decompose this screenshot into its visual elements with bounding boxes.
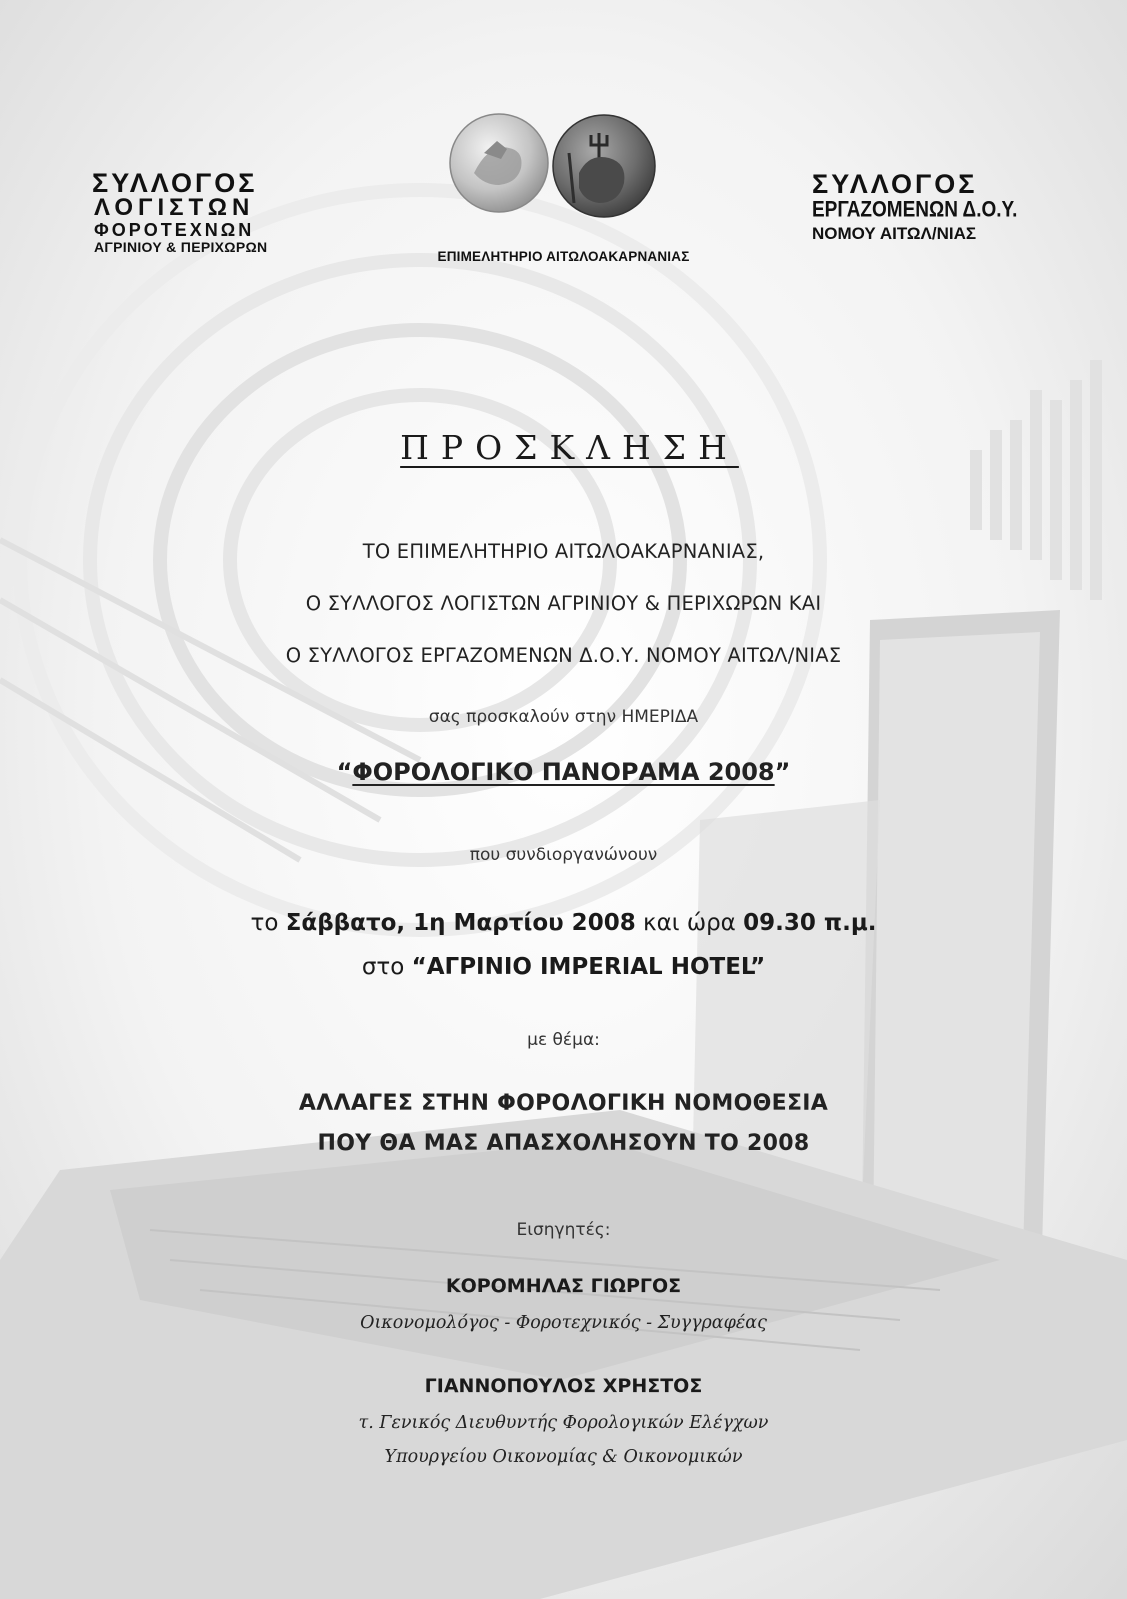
event-quote-open: “ (336, 758, 353, 786)
time-value: 09.30 π.μ. (743, 910, 877, 936)
topic-intro: με θέμα: (527, 1030, 600, 1050)
logo-right-line2: ΕΡΓΑΖΟΜΕΝΩΝ Δ.Ο.Υ. (812, 198, 1018, 223)
event-quote-close: ” (774, 758, 791, 786)
co-organize-line: που συνδιοργανώνουν (469, 845, 658, 865)
date-value: Σάββατο, 1η Μαρτίου 2008 (285, 910, 636, 936)
venue-value: “ΑΓΡΙΝΙΟ IMPERIAL HOTEL” (411, 954, 766, 980)
logo-accountants-association (92, 170, 302, 255)
coins-emblem-icon (449, 113, 669, 219)
organizer-line-3: Ο ΣΥΛΛΟΓΟΣ ΕΡΓΑΖΟΜΕΝΩΝ Δ.Ο.Υ. ΝΟΜΟΥ ΑΙΤΩΛ/ΝΙΑΣ (285, 644, 842, 667)
organizer-line-2: Ο ΣΥΛΛΟΓΟΣ ΛΟΓΙΣΤΩΝ ΑΓΡΙΝΙΟΥ & ΠΕΡΙΧΩΡΩΝ ΚΑΙ (305, 592, 822, 615)
logo-left-line2: ΛΟΓΙΣΤΩΝ (94, 194, 255, 221)
logo-right-line3: ΝΟΜΟΥ ΑΙΤΩΛ/ΝΙΑΣ (812, 224, 977, 243)
speaker-2-name: ΓΙΑΝΝΟΠΟΥΛΟΣ ΧΡΗΣΤΟΣ (424, 1375, 703, 1397)
invitation-title (0, 428, 1127, 467)
speaker-2-role-2: Υπουργείου Οικονομίας & Οικονομικών (384, 1447, 743, 1467)
chamber-caption: ΕΠΙΜΕΛΗΤΗΡΙΟ ΑΙΤΩΛΟΑΚΑΡΝΑΝΙΑΣ (437, 249, 690, 264)
logo-left-line1: ΣΥΛΛΟΓΟΣ (92, 168, 258, 198)
speaker-2-role-1: τ. Γενικός Διευθυντής Φορολογικών Ελέγχων (358, 1413, 769, 1433)
topic-line-1: ΑΛΛΑΓΕΣ ΣΤΗΝ ΦΟΡΟΛΟΓΙΚΗ ΝΟΜΟΘΕΣΙΑ (298, 1091, 829, 1116)
event-name-text: ΦΟΡΟΛΟΓΙΚΟ ΠΑΝΟΡΑΜΑ 2008 (352, 758, 775, 786)
date-prefix: το (250, 910, 279, 936)
logo-tax-employees-association (812, 170, 1032, 246)
logo-left-line3: ΦΟΡΟΤΕΧΝΩΝ (94, 220, 255, 240)
venue-line (0, 954, 1127, 980)
logo-left-line4: ΑΓΡΙΝΙΟΥ & ΠΕΡΙΧΩΡΩΝ (94, 239, 268, 255)
time-prefix: και ώρα (643, 910, 736, 936)
date-time-line (0, 910, 1127, 936)
invitation-title-text: ΠΡΟΣΚΛΗΣΗ (400, 428, 739, 467)
logo-right-line1: ΣΥΛΛΟΓΟΣ (812, 169, 978, 199)
event-name (0, 758, 1127, 786)
topic-line-2: ΠΟΥ ΘΑ ΜΑΣ ΑΠΑΣΧΟΛΗΣΟΥΝ ΤΟ 2008 (317, 1131, 810, 1156)
speakers-label: Εισηγητές: (516, 1220, 611, 1240)
speaker-1-role: Οικονομολόγος - Φοροτεχνικός - Συγγραφέας (360, 1313, 767, 1333)
organizer-line-1: ΤΟ ΕΠΙΜΕΛΗΤΗΡΙΟ ΑΙΤΩΛΟΑΚΑΡΝΑΝΙΑΣ, (362, 540, 765, 563)
invite-line: σας προσκαλούν στην ΗΜΕΡΙΔΑ (428, 707, 699, 727)
venue-prefix: στο (361, 954, 405, 980)
speaker-1-name: ΚΟΡΟΜΗΛΑΣ ΓΙΩΡΓΟΣ (445, 1275, 682, 1297)
